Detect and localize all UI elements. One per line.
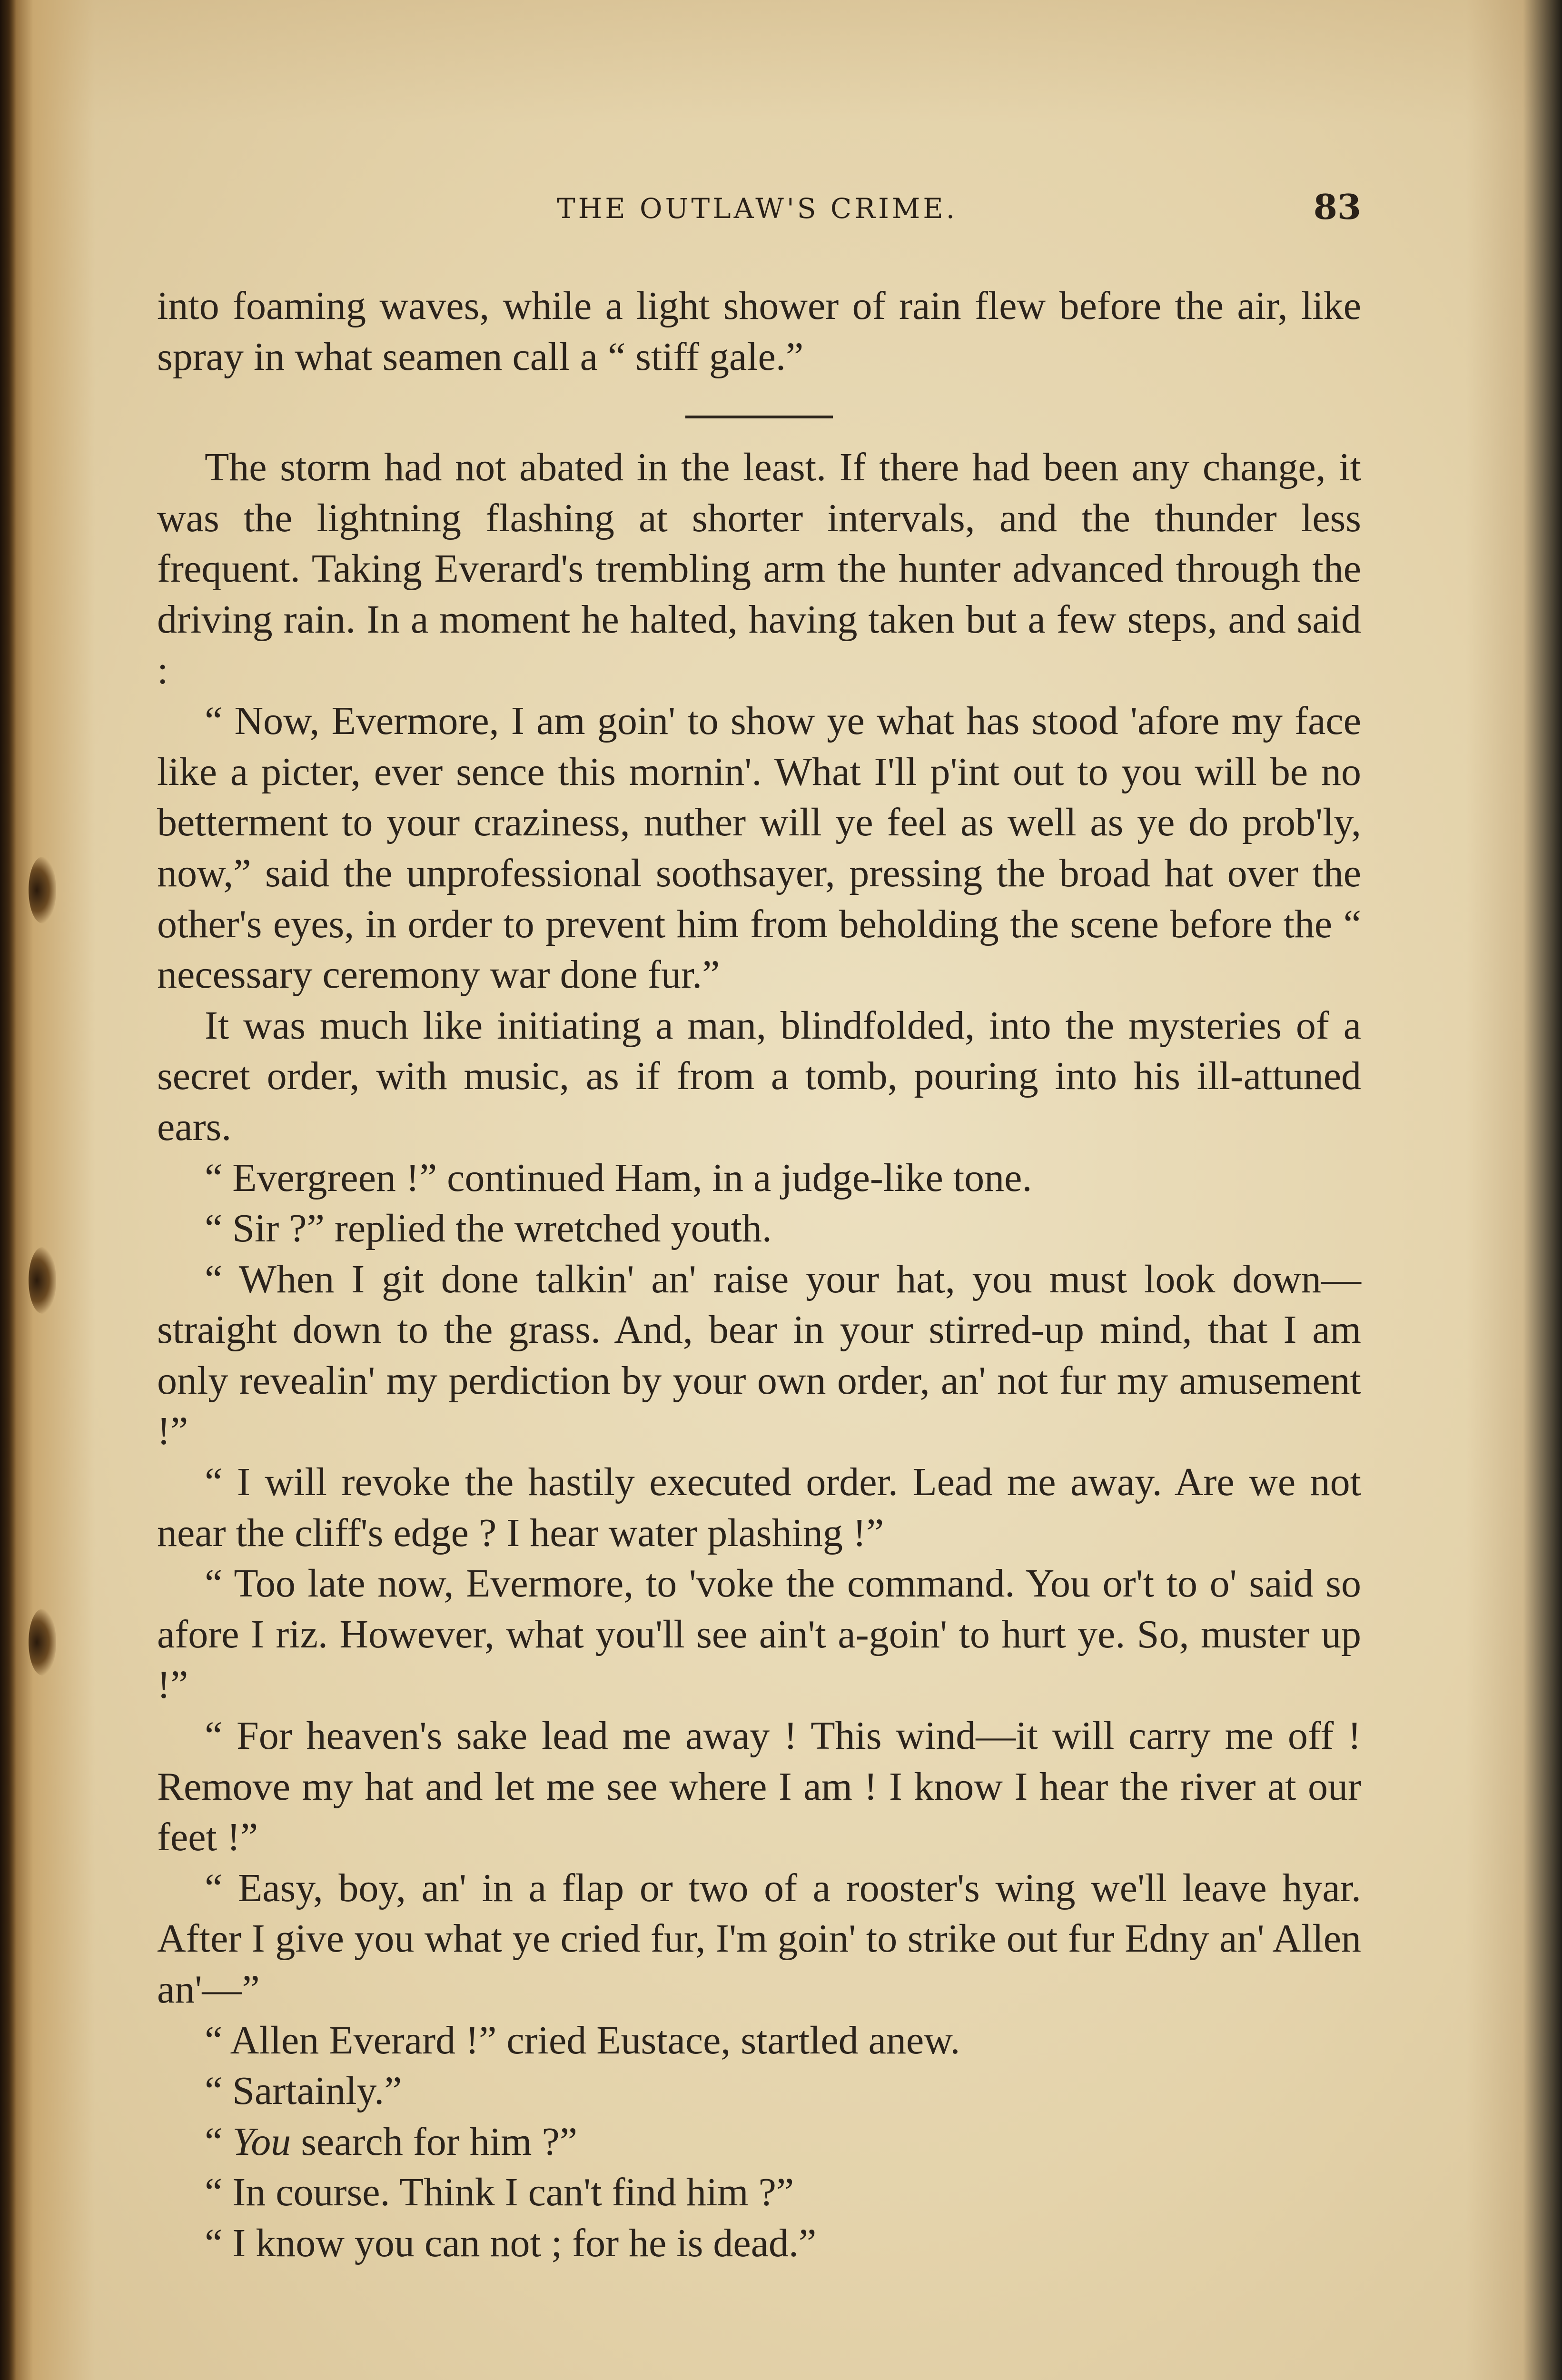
paragraph: “ Evergreen !” continued Ham, in a judge-like tone. — [205, 1155, 1032, 1200]
paragraph: The storm had not abated in the least. If there had been any change, it was the lightning flashing at shorter intervals, and the thunder less frequent. Taking Everard's trembling arm the hunter advanced through the driving rain. In a moment he halted, having taken but a few steps, and said : — [157, 445, 1361, 693]
paragraph: “ Sartainly.” — [205, 2069, 402, 2113]
page-edge-damage — [29, 857, 56, 923]
italic-emphasis: You — [232, 2119, 291, 2164]
page-edge-damage — [29, 1609, 56, 1676]
paragraph: “ For heaven's sake lead me away ! This wind—it will carry me off ! Remove my hat and let me see where I am ! I know I hear the river at our feet !” — [157, 1714, 1361, 1860]
quote-rest: search for him ?” — [291, 2119, 578, 2164]
paragraph-italic — [157, 2117, 1361, 2168]
running-title: THE OUTLAW'S CRIME. — [557, 192, 958, 225]
paragraph: “ Allen Everard !” cried Eustace, startled anew. — [205, 2018, 960, 2063]
page-number: 83 — [1313, 187, 1361, 227]
paragraph: It was much like initiating a man, blindfolded, into the mysteries of a secret order, with music, as if from a tomb, pouring into his ill-attuned ears. — [157, 1003, 1361, 1149]
running-header — [157, 184, 1361, 231]
section-divider — [685, 416, 833, 418]
paragraph: “ When I git done talkin' an' raise your hat, you must look down—straight down to the grass. And, bear in your stirred-up mind, that I am only revealin' my perdiction by your own order, an' not fur my amusement !” — [157, 1257, 1361, 1454]
paragraph: “ In course. Think I can't find him ?” — [205, 2170, 794, 2215]
paragraph: “ Now, Evermore, I am goin' to show ye what has stood 'afore my face like a picter, ever sence this mornin'. What I'll p'int out to you will be no betterment to your craziness, nuther will ye feel as well as ye do prob'ly, now,” said the unprofessional soothsayer, pressing the broad hat over the other's eyes, in order to prevent him from beholding the scene before the “ necessary ceremony war done fur.” — [157, 699, 1361, 997]
paragraph: “ I will revoke the hastily executed order. Lead me away. Are we not near the cliff's edge ? I hear water plashing !” — [157, 1460, 1361, 1555]
body-text — [157, 281, 1361, 2269]
paragraph: “ Sir ?” replied the wretched youth. — [205, 1206, 772, 1251]
paragraph: “ Easy, boy, an' in a flap or two of a rooster's wing we'll leave hyar. After I give you what ye cried fur, I'm goin' to strike out fur Edny an' Allen an'—” — [157, 1865, 1361, 2012]
page-edge-damage — [29, 1247, 56, 1314]
quote-open: “ — [205, 2119, 233, 2164]
book-spine-shadow — [0, 0, 16, 2380]
paragraph: into foaming waves, while a light shower of rain flew before the air, like spray in what seamen call a “ stiff gale.” — [157, 284, 1361, 379]
paragraph: “ I know you can not ; for he is dead.” — [205, 2221, 817, 2265]
paragraph: “ Too late now, Evermore, to 'voke the command. You or't to o' said so afore I riz. However, what you'll see ain't a-goin' to hurt ye. So, muster up !” — [157, 1561, 1361, 1707]
